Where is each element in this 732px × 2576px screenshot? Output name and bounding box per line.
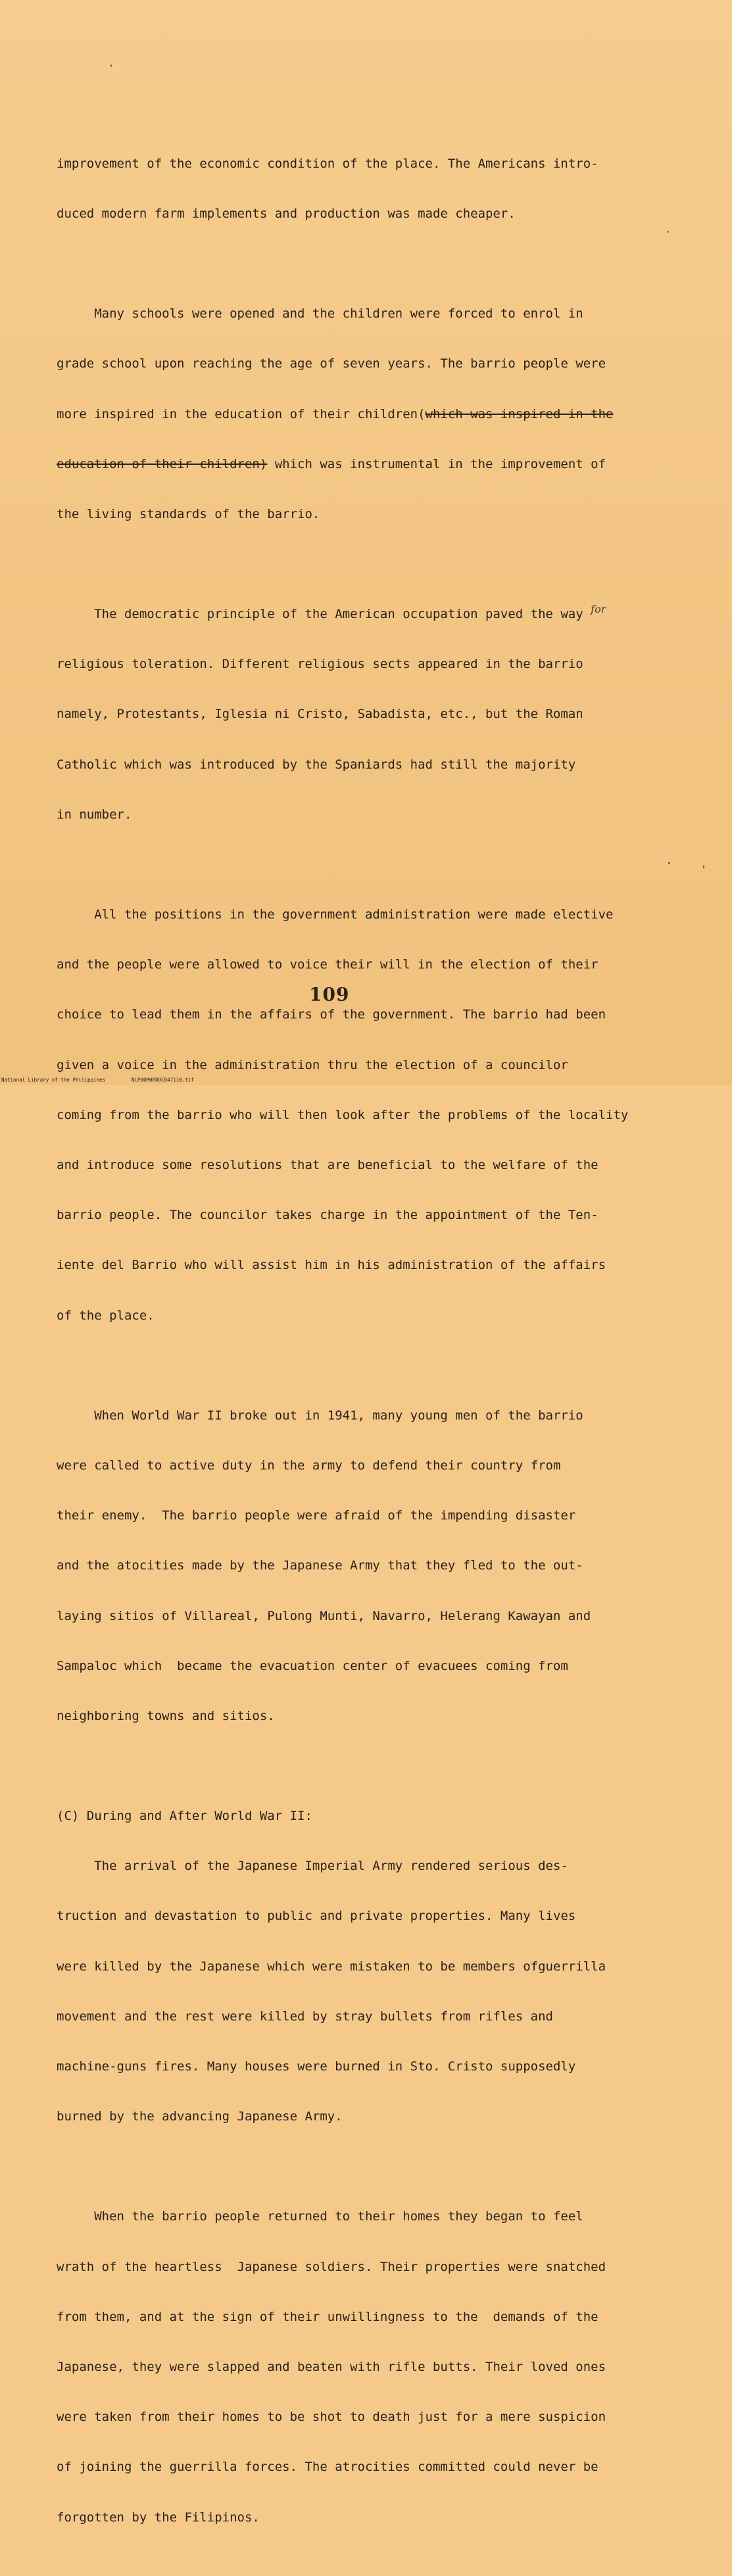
text-line: improvement of the economic condition of the place. The Americans intro- — [57, 156, 598, 171]
text-line: namely, Protestants, Iglesia ni Cristo, Sabadista, etc., but the Roman — [57, 707, 583, 722]
text-line: The arrival of the Japanese Imperial Army rendered serious des- — [57, 1859, 568, 1874]
paragraph-world-war — [57, 1374, 688, 1758]
text-line: and the atocities made by the Japanese Army that they fled to the out- — [57, 1558, 583, 1573]
text-line: neighboring towns and sitios. — [57, 1708, 275, 1723]
handwritten-annotation: for — [591, 602, 606, 615]
struck-text: which was inspired in the — [425, 406, 614, 421]
text-line: in number. — [57, 807, 132, 822]
footer-file-name: NLP00MHRDOC047110.tif — [132, 1077, 194, 1083]
text-line: barrio people. The councilor takes charge in the appointment of the Ten- — [57, 1208, 598, 1223]
text-line — [57, 602, 688, 623]
text-line: machine-guns fires. Many houses were burned in Sto. Cristo supposedly — [57, 2059, 576, 2074]
text-line: Sampaloc which became the evacuation center of evacuees coming from — [57, 1658, 568, 1673]
text-line: When the barrio people returned to their homes they began to feel — [57, 2209, 583, 2224]
text-line: were called to active duty in the army to defend their country from — [57, 1458, 561, 1473]
text-line: When World War II broke out in 1941, many young men of the barrio — [57, 1408, 583, 1423]
text-fragment: which was instrumental in the improvement of — [267, 456, 606, 471]
paragraph-schools — [57, 272, 688, 556]
section-heading: (C) During and After World War II: — [57, 1809, 312, 1823]
text-line: given a voice in the administration thru the election of a councilor — [57, 1057, 568, 1072]
text-line: burned by the advancing Japanese Army. — [57, 2109, 343, 2124]
text-line: Japanese, they were slapped and beaten with rifle butts. Their loved ones — [57, 2360, 606, 2374]
text-line: All the positions in the government administration were made elective — [57, 907, 614, 922]
text-line: their enemy. The barrio people were afraid of the impending disaster — [57, 1508, 576, 1523]
paper-speck — [703, 865, 704, 869]
text-line: iente del Barrio who will assist him in his administration of the affairs — [57, 1258, 606, 1273]
text-line: Catholic which was introduced by the Spaniards had still the majority — [57, 757, 576, 772]
text-line: choice to lead them in the affairs of the government. The barrio had been — [57, 1007, 606, 1022]
text-line: the living standards of the barrio. — [57, 506, 320, 521]
text-line: movement and the rest were killed by stray bullets from rifles and — [57, 2009, 553, 2024]
paragraph-economic — [57, 122, 688, 256]
text-line: laying sitios of Villareal, Pulong Munti, Navarro, Helerang Kawayan and — [57, 1608, 591, 1623]
document-body — [57, 122, 688, 2576]
text-line: from them, and at the sign of their unwillingness to the demands of the — [57, 2309, 598, 2324]
paragraph-religion — [57, 573, 688, 857]
paper-speck — [110, 64, 112, 67]
text-line: were taken from their homes to be shot to death just for a mere suspicion — [57, 2410, 606, 2425]
text-line: were killed by the Japanese which were mistaken to be members ofguerrilla — [57, 1959, 606, 1974]
page-number: 109 — [309, 984, 350, 1005]
text-line: of joining the guerrilla forces. The atrocities committed could never be — [57, 2460, 598, 2475]
text-fragment: The democratic principle of the American occupation paved the way — [57, 606, 591, 621]
text-line: and introduce some resolutions that are beneficial to the welfare of the — [57, 1157, 598, 1172]
text-line: forgotten by the Filipinos. — [57, 2510, 260, 2525]
text-line: Many schools were opened and the children were forced to enrol in — [57, 306, 583, 322]
struck-text: education of their children) — [57, 456, 268, 471]
text-line: duced modern farm implements and production was made cheaper. — [57, 206, 516, 222]
section-during-after-war — [57, 1775, 688, 2159]
text-line: coming from the barrio who will then look after the problems of the locality — [57, 1107, 629, 1122]
text-line: religious toleration. Different religious sects appeared in the barrio — [57, 657, 583, 672]
scan-footer — [0, 1076, 732, 1085]
text-line: grade school upon reaching the age of seven years. The barrio people were — [57, 356, 606, 371]
text-line — [57, 406, 688, 423]
text-line: and the people were allowed to voice their will in the election of their — [57, 957, 598, 972]
paragraph-government — [57, 873, 688, 1358]
text-line: wrath of the heartless Japanese soldiers. Their properties were snatched — [57, 2259, 606, 2274]
footer-library-name: National Library of the Philippines — [1, 1077, 106, 1083]
text-line — [57, 456, 688, 473]
text-line: of the place. — [57, 1308, 155, 1323]
paragraph-return-home — [57, 2176, 688, 2560]
text-line: truction and devastation to public and private properties. Many lives — [57, 1909, 576, 1924]
text-fragment: more inspired in the education of their children( — [57, 406, 426, 421]
